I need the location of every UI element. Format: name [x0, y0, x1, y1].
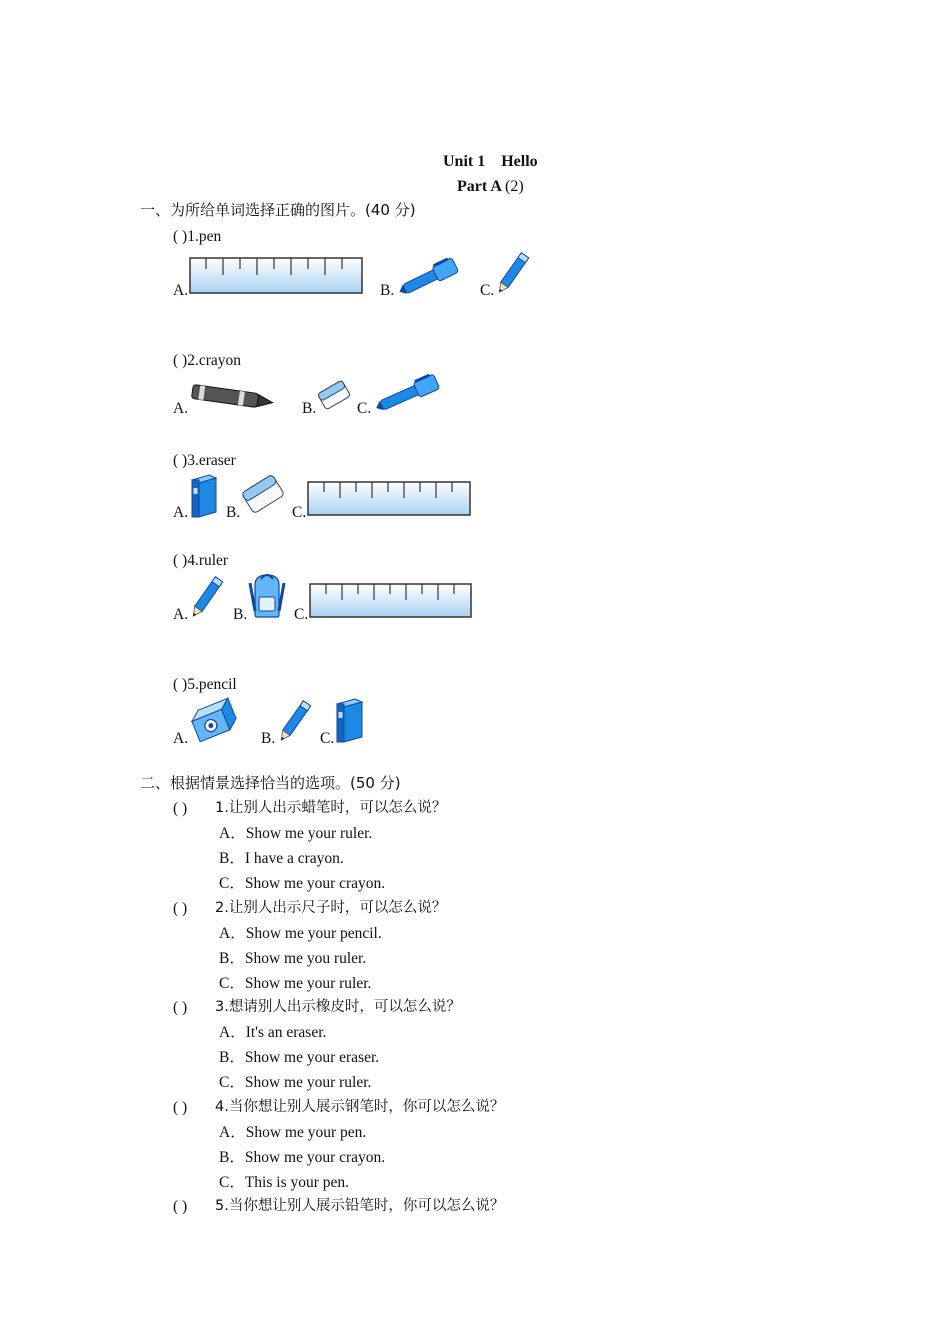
s1-q2-label-c: C.	[357, 400, 372, 417]
part-label: Part A	[457, 178, 501, 195]
s2-q2-paren: ( )	[173, 900, 188, 917]
s2-q4-option-b: B．Show me your crayon.	[219, 1149, 386, 1166]
s1-q2-label-b: B.	[302, 400, 317, 417]
s1-q3-label-a: A.	[173, 504, 189, 521]
pencil-icon	[276, 696, 316, 744]
section1-heading: 一、为所给单词选择正确的图片。(40 分)	[140, 201, 416, 219]
pen-icon	[373, 373, 447, 413]
s1-q2-stem: ( )2.crayon	[173, 352, 241, 369]
s2-q4-paren: ( )	[173, 1099, 188, 1116]
s2-q1-paren: ( )	[173, 800, 188, 817]
eraser-icon	[241, 472, 285, 516]
eraser-icon	[316, 378, 352, 412]
ruler-icon	[309, 583, 473, 619]
sharpener-icon	[189, 697, 239, 743]
s2-q1-option-a: A．Show me your ruler.	[219, 825, 373, 842]
s1-q3-stem: ( )3.eraser	[173, 452, 236, 469]
s2-q4-option-c: C．This is your pen.	[219, 1174, 350, 1191]
s2-q3-stem: 3.想请别人出示橡皮时，可以怎么说？	[215, 999, 461, 1015]
ruler-icon	[307, 481, 472, 517]
s1-q1-label-b: B.	[380, 282, 395, 299]
s1-q5-label-a: A.	[173, 730, 189, 747]
s1-q1-label-a: A.	[173, 282, 189, 299]
pencil-icon	[494, 248, 534, 296]
s2-q3-option-c: C．Show me your ruler.	[219, 1074, 372, 1091]
s1-q3-label-c: C.	[292, 504, 307, 521]
s2-q1-option-b: B．I have a crayon.	[219, 850, 344, 867]
s2-q2-option-c: C．Show me your ruler.	[219, 975, 372, 992]
part-title	[457, 179, 524, 195]
s2-q3-option-a: A．It's an eraser.	[219, 1024, 327, 1041]
crayon-icon	[189, 382, 275, 412]
s2-q1-option-c: C．Show me your crayon.	[219, 875, 386, 892]
unit-label: Unit 1	[443, 153, 486, 170]
book-icon	[334, 696, 366, 744]
s1-q2-label-a: A.	[173, 400, 189, 417]
s1-q5-stem: ( )5.pencil	[173, 676, 237, 693]
s2-q5-stem: 5.当你想让别人展示铅笔时，你可以怎么说？	[215, 1198, 505, 1214]
s1-q1-label-c: C.	[480, 282, 495, 299]
s1-q4-stem: ( )4.ruler	[173, 552, 229, 569]
s2-q2-option-a: A．Show me your pencil.	[219, 925, 382, 942]
section2-heading: 二、根据情景选择恰当的选项。(50 分)	[140, 774, 401, 792]
part-number: (2)	[505, 178, 524, 195]
s1-q3-label-b: B.	[226, 504, 241, 521]
s2-q2-option-b: B．Show me you ruler.	[219, 950, 367, 967]
unit-name: Hello	[501, 153, 538, 170]
s1-q4-label-b: B.	[233, 606, 248, 623]
ruler-icon	[189, 257, 364, 295]
s1-q1-stem: ( )1.pen	[173, 228, 222, 245]
s2-q2-stem: 2.让别人出示尺子时，可以怎么说？	[215, 900, 447, 916]
s1-q5-label-b: B.	[261, 730, 276, 747]
backpack-icon	[247, 571, 287, 619]
s2-q1-stem: 1.让别人出示蜡笔时，可以怎么说？	[215, 800, 447, 816]
s2-q3-option-b: B．Show me your eraser.	[219, 1049, 380, 1066]
s1-q4-label-a: A.	[173, 606, 189, 623]
s2-q5-paren: ( )	[173, 1198, 188, 1215]
s1-q4-label-c: C.	[294, 606, 309, 623]
s2-q4-stem: 4.当你想让别人展示钢笔时，你可以怎么说？	[215, 1099, 505, 1115]
unit-title	[443, 154, 538, 170]
pen-icon	[396, 258, 464, 296]
book-icon	[189, 472, 219, 518]
s2-q3-paren: ( )	[173, 999, 188, 1016]
pencil-icon	[188, 572, 228, 620]
s2-q4-option-a: A．Show me your pen.	[219, 1124, 367, 1141]
s1-q5-label-c: C.	[320, 730, 335, 747]
